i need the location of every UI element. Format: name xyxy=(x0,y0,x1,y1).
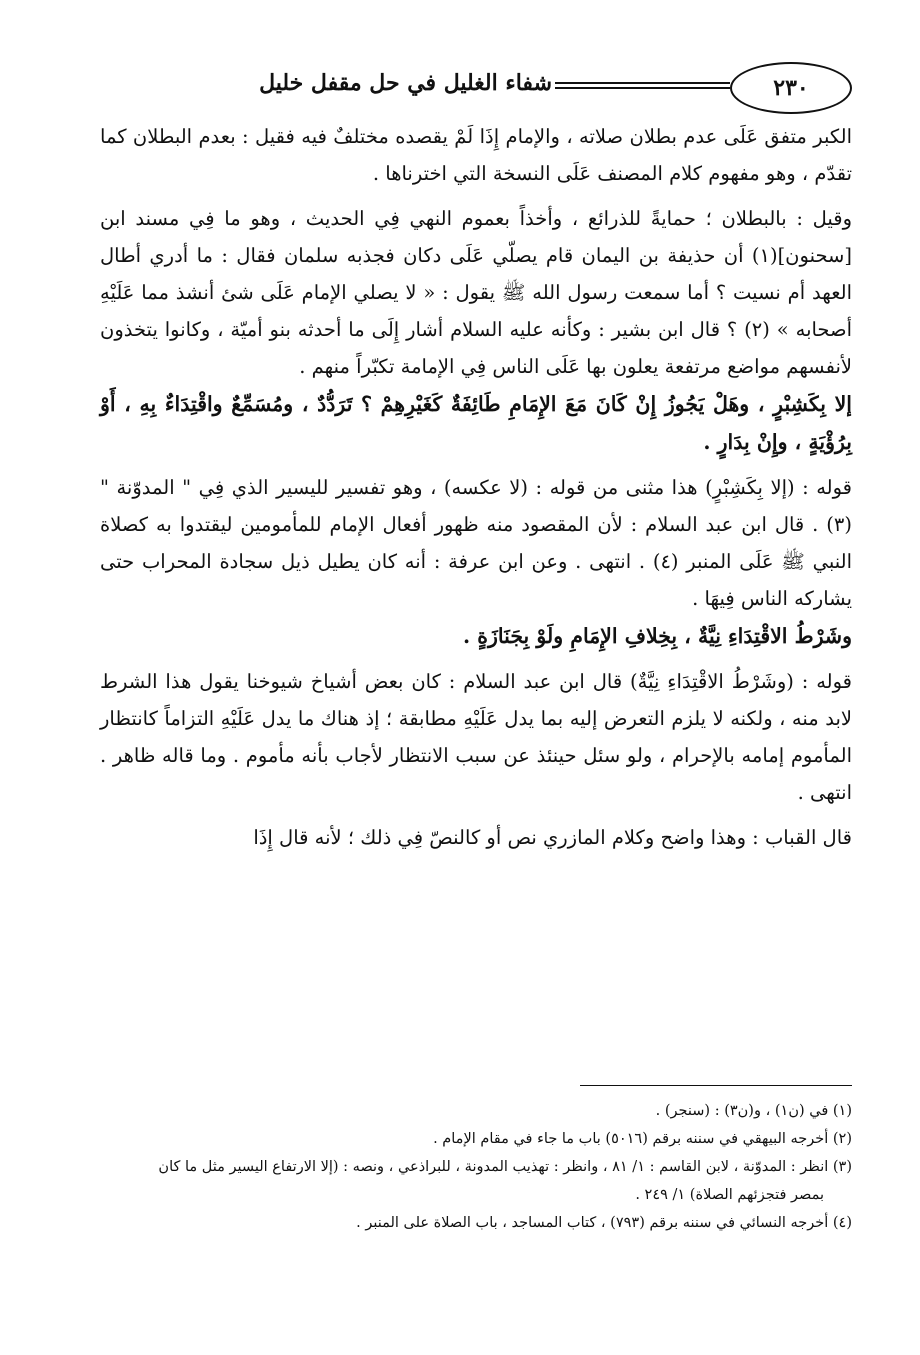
footnote: (٤) أخرجه النسائي في سننه برقم (٧٩٣) ، كتاب المساجد ، باب الصلاة على المنبر . xyxy=(356,1215,852,1231)
footnote: (١) في (ن١) ، و(ن٣) : (سنجر) . xyxy=(655,1103,852,1119)
footnote: (٢) أخرجه البيهقي في سننه برقم (٥٠١٦) باب ما جاء في مقام الإمام . xyxy=(433,1131,852,1147)
matn-text: إلا بِكَشِبْرٍ ، وهَلْ يَجُوزُ إِنْ كَانَ مَعَ الإِمَامِ طَائِفَةٌ كَغَيْرِهِمْ ؟ تَرَدُّدٌ ، ومُسَمِّعٌ واقْتِدَاءٌ بِهِ ، أَوْ بِرُؤْيَةٍ ، وإِنْ بِدَارٍ . xyxy=(100,392,852,454)
paragraph: قوله : (إلا بِكَشِبْرٍ) هذا مثنى من قوله : (لا عكسه) ، وهو تفسير لليسير الذي فِي " المدوّنة " (٣) . قال ابن عبد السلام : لأن المقصود منه ظهور أفعال الإمام للمأمومين ليقتدوا به كصلاة النبي ﷺ عَلَى المنبر (٤) . انتهى . وعن ابن عرفة : أنه كان يطيل ذيل سجادة المحراب حتى يشاركه الناس فِيهَا . xyxy=(100,476,853,610)
header-rule xyxy=(555,82,730,89)
footnote-separator xyxy=(580,1085,852,1086)
main-text xyxy=(100,118,852,856)
paragraph: الكبر متفق عَلَى عدم بطلان صلاته ، والإمام إِذَا لَمْ يقصده مختلفٌ فيه فقيل : بعدم البطلان كما تقدّم ، وهو مفهوم كلام المصنف عَلَى النسخة التي اخترناها . xyxy=(100,125,852,185)
page-header xyxy=(92,62,852,116)
page-number: ٢٣٠ xyxy=(730,62,852,114)
footnotes xyxy=(100,1097,852,1237)
matn-text: وشَرْطُ الاقْتِدَاءِ نِيَّةٌ ، بِخِلافِ الإِمَامِ ولَوْ بِجَنَازَةٍ . xyxy=(462,624,852,648)
footnote: (٣) انظر : المدوّنة ، لابن القاسم : ١/ ٨١ ، وانظر : تهذيب المدونة ، للبراذعي ، ونصه : (إلا الارتفاع اليسير مثل ما كان xyxy=(158,1159,852,1175)
footnote-continuation: بمصر فتجزئهم الصلاة) ١/ ٢٤٩ . xyxy=(635,1187,824,1203)
paragraph: وقيل : بالبطلان ؛ حمايةً للذرائع ، وأخذاً بعموم النهي فِي الحديث ، وهو ما فِي مسند ابن [سحنون](١) أن حذيفة بن اليمان قام يصلّي عَلَى دكان فجذبه سلمان فقال : ما أدري أطال العهد أم نسيت ؟ أما سمعت رسول الله ﷺ يقول : « لا يصلي الإمام عَلَى شئ أنشذ مما عَلَيْهِ أصحابه » (٢) ؟ قال ابن بشير : وكأنه عليه السلام أشار إِلَى ما أحدثه بنو أميّة ، وكانوا يتخذون لأنفسهم مواضع مرتفعة يعلون بها عَلَى الناس فِي الإمامة تكبّراً منهم . xyxy=(100,207,852,378)
paragraph: قوله : (وشَرْطُ الاقْتِدَاءِ نِيَّةٌ) قال ابن عبد السلام : كان بعض أشياخ شيوخنا يقول هذا الشرط لابد منه ، ولكنه لا يلزم التعرض إليه بما يدل عَلَيْهِ مطابقة ؛ إذ هناك ما يدل عَلَيْهِ التزاماً كانتظار المأموم إمامه بالإحرام ، ولو سئل حينئذ عن سبب الانتظار لأجاب بأنه مأموم . وما قاله ظاهر . انتهى . xyxy=(100,670,852,804)
book-title: شفاء الغليل في حل مقفل خليل xyxy=(259,70,552,96)
paragraph: قال القباب : وهذا واضح وكلام المازري نص أو كالنصّ فِي ذلك ؛ لأنه قال إِذَا xyxy=(253,826,852,849)
